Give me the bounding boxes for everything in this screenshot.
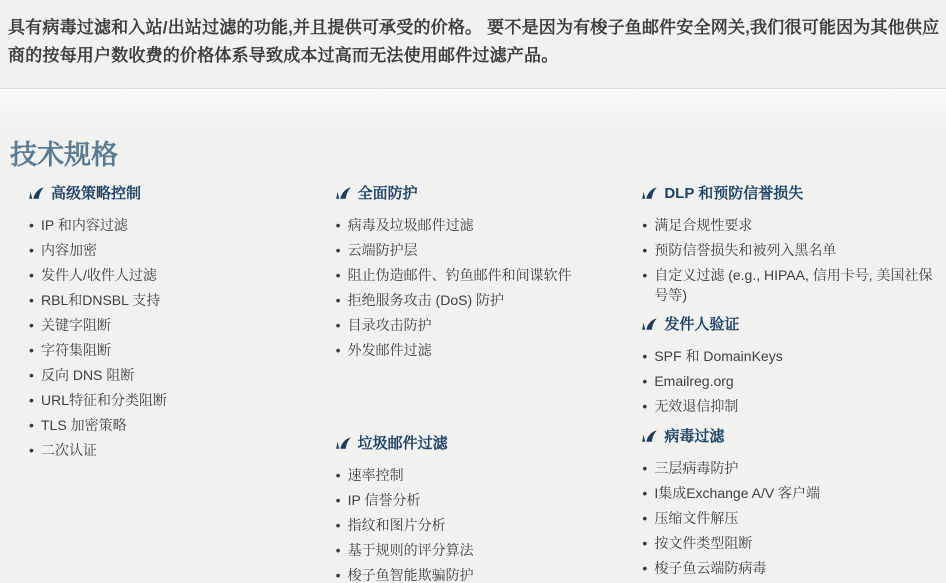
spec-list-item: • 速率控制 bbox=[335, 465, 630, 485]
spec-section-title: DLP 和预防信誉损失 bbox=[664, 185, 804, 202]
spec-list-item: • 关键字阻断 bbox=[28, 315, 323, 335]
spec-list-item: • Emailreg.org bbox=[641, 371, 936, 391]
spec-list-item: • 预防信誉损失和被列入黑名单 bbox=[641, 240, 936, 260]
spec-section-header bbox=[335, 434, 630, 453]
specs-columns bbox=[28, 184, 936, 583]
spec-section bbox=[641, 315, 936, 416]
spec-section bbox=[641, 427, 936, 578]
spec-list-item: • 发件人/收件人过滤 bbox=[28, 265, 323, 285]
spec-list-item: • 目录攻击防护 bbox=[335, 315, 630, 335]
spec-list-item: • 拒绝服务攻击 (DoS) 防护 bbox=[335, 290, 630, 310]
spec-list-item: • 基于规则的评分算法 bbox=[335, 540, 630, 560]
spec-section bbox=[335, 434, 630, 583]
spec-section-title: 发件人验证 bbox=[664, 316, 740, 333]
spec-section-header bbox=[641, 315, 936, 334]
spec-list-item: • I集成Exchange A/V 客户端 bbox=[641, 483, 936, 503]
spec-list-item: • 按文件类型阻断 bbox=[641, 533, 936, 553]
spec-section bbox=[335, 184, 630, 360]
barracuda-fin-icon bbox=[641, 187, 658, 200]
spec-list bbox=[335, 465, 630, 583]
spec-list-item: • 反向 DNS 阻断 bbox=[28, 365, 323, 385]
spec-section bbox=[641, 184, 936, 305]
spec-list-item: • 二次认证 bbox=[28, 440, 323, 460]
spec-section-header bbox=[641, 427, 936, 446]
spec-list-item: • 指纹和图片分析 bbox=[335, 515, 630, 535]
spec-list bbox=[641, 458, 936, 578]
spec-list-item: • 内容加密 bbox=[28, 240, 323, 260]
spec-column-3 bbox=[641, 184, 936, 583]
intro-paragraph: 具有病毒过滤和入站/出站过滤的功能,并且提供可承受的价格。 要不是因为有梭子鱼邮件安全网关,我们很可能因为其他供应商的按每用户数收费的价格体系导致成本过高而无法使用邮件过滤产品。 bbox=[8, 18, 940, 65]
spec-section-title: 全面防护 bbox=[357, 185, 418, 202]
spec-list-item: • 阻止伪造邮件、钓鱼邮件和间谍软件 bbox=[335, 265, 630, 285]
barracuda-fin-icon bbox=[335, 437, 352, 450]
spec-section-header bbox=[335, 184, 630, 203]
spec-list-item: • 三层病毒防护 bbox=[641, 458, 936, 478]
page-title: 技术规格 bbox=[10, 140, 118, 170]
spec-list-item: • URL特征和分类阻断 bbox=[28, 390, 323, 410]
spec-section-title: 病毒过滤 bbox=[664, 428, 725, 445]
spec-section-header bbox=[28, 184, 323, 203]
spec-list-item: • IP 和内容过滤 bbox=[28, 215, 323, 235]
barracuda-fin-icon bbox=[641, 318, 658, 331]
spec-section-header bbox=[641, 184, 936, 203]
spec-list-item: • 梭子鱼云端防病毒 bbox=[641, 558, 936, 578]
spec-column-2 bbox=[335, 184, 630, 583]
spec-section bbox=[28, 184, 323, 460]
spec-list-item: • 自定义过滤 (e.g., HIPAA, 信用卡号, 美国社保号等) bbox=[641, 265, 936, 305]
barracuda-fin-icon bbox=[28, 187, 45, 200]
spec-list bbox=[335, 215, 630, 360]
spec-list-item: • 无效退信抑制 bbox=[641, 396, 936, 416]
barracuda-fin-icon bbox=[335, 187, 352, 200]
spec-list bbox=[641, 346, 936, 416]
spec-list-item: • 压缩文件解压 bbox=[641, 508, 936, 528]
spec-list-item: • SPF 和 DomainKeys bbox=[641, 346, 936, 366]
section-divider bbox=[0, 88, 946, 133]
spec-list-item: • 病毒及垃圾邮件过滤 bbox=[335, 215, 630, 235]
spec-list-item: • 云端防护层 bbox=[335, 240, 630, 260]
spec-list-item: • 字符集阻断 bbox=[28, 340, 323, 360]
spec-list-item: • RBL和DNSBL 支持 bbox=[28, 290, 323, 310]
spec-list-item: • TLS 加密策略 bbox=[28, 415, 323, 435]
spec-column-1 bbox=[28, 184, 323, 583]
spec-list bbox=[641, 215, 936, 305]
spec-list-item: • IP 信誉分析 bbox=[335, 490, 630, 510]
spec-list-item: • 外发邮件过滤 bbox=[335, 340, 630, 360]
barracuda-fin-icon bbox=[641, 430, 658, 443]
spec-list-item: • 梭子鱼智能欺骗防护 bbox=[335, 565, 630, 583]
spec-list bbox=[28, 215, 323, 460]
spec-section-title: 高级策略控制 bbox=[51, 185, 142, 202]
spec-list-item: • 满足合规性要求 bbox=[641, 215, 936, 235]
spec-section-title: 垃圾邮件过滤 bbox=[357, 435, 448, 452]
